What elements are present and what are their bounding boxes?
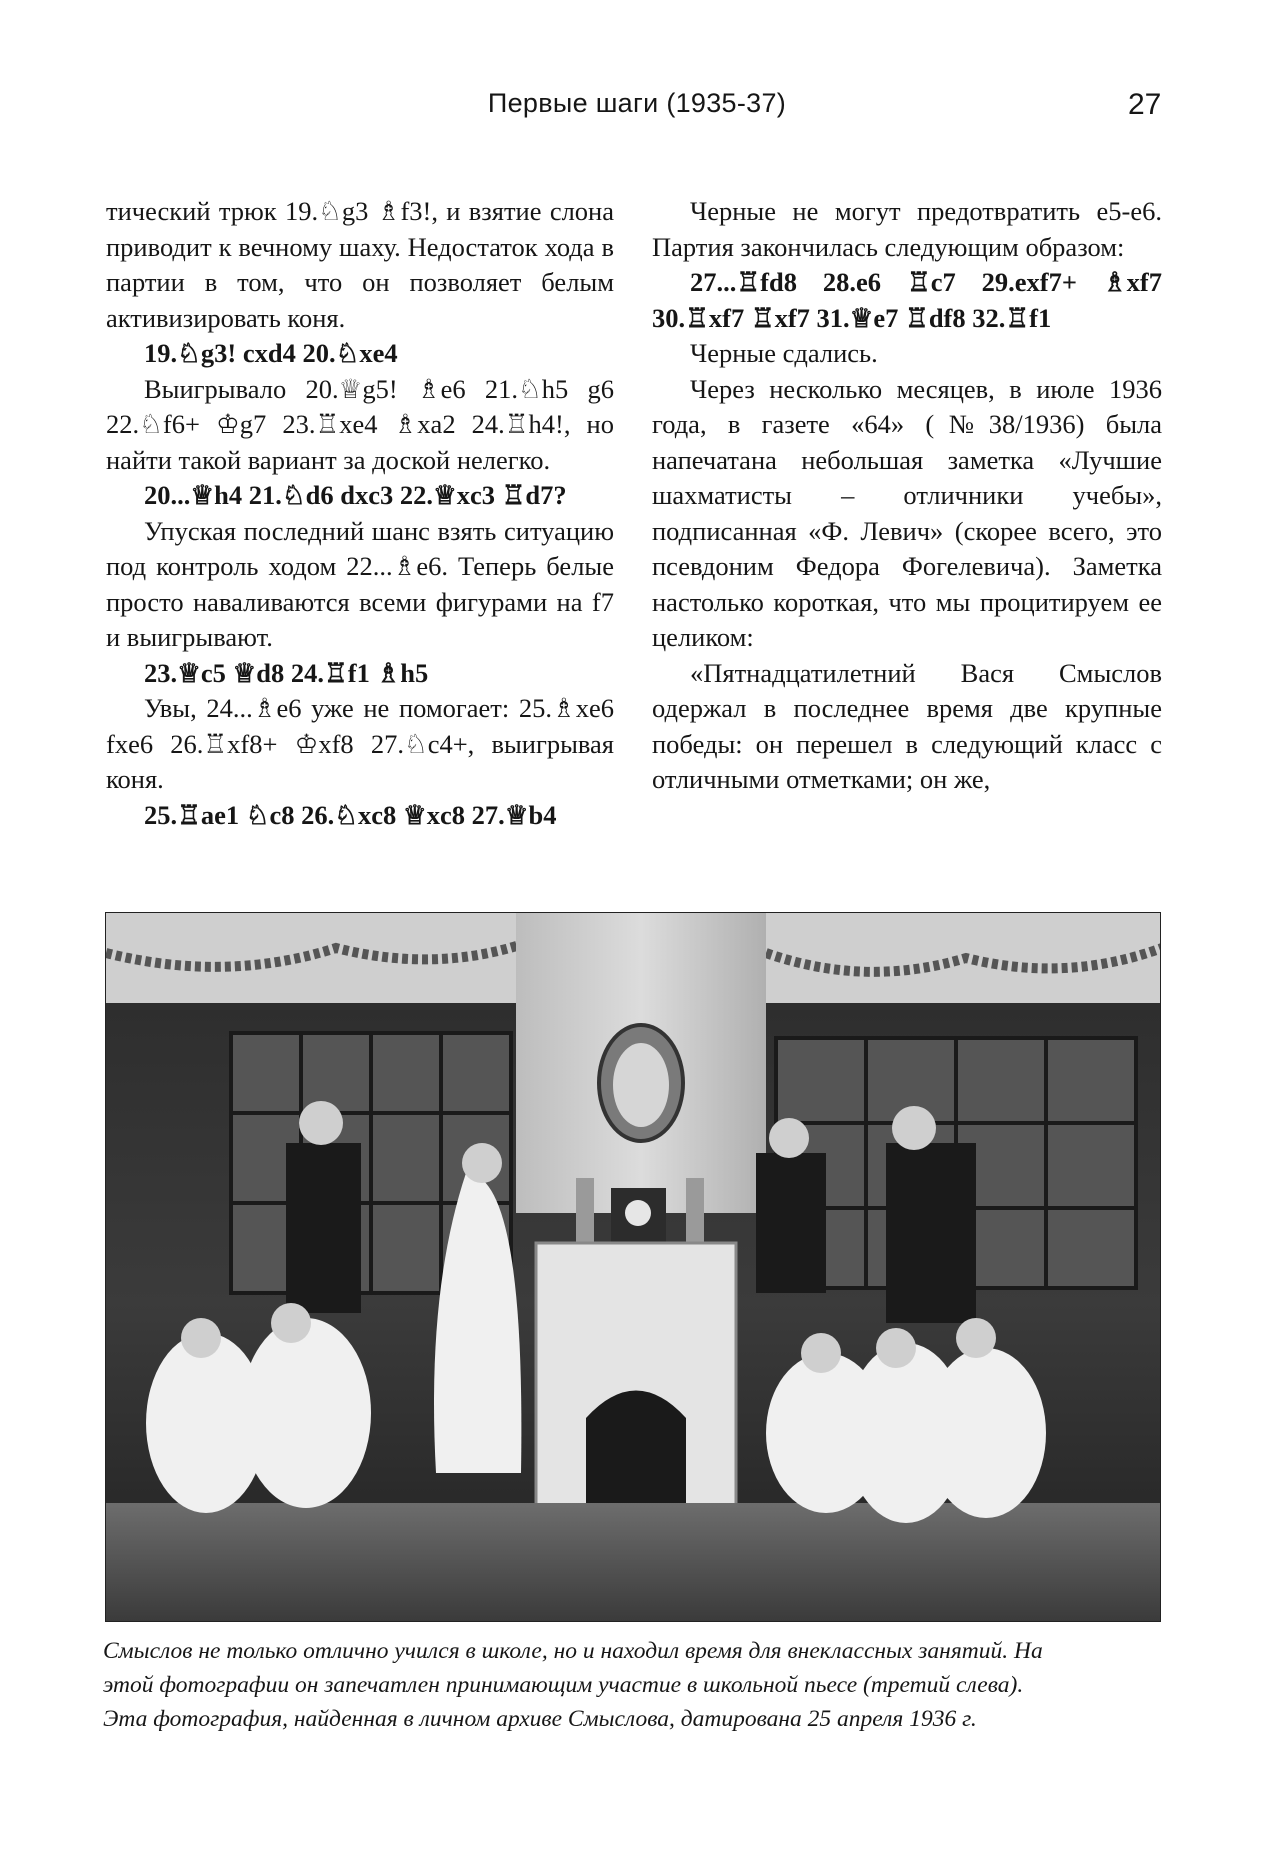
caption-line: Эта фотография, найденная в личном архиве Смыслова, датирована 25 апреля 1936 г. [103,1706,977,1732]
paragraph: «Пятнадцатилетний Вася Смыслов одержал в последнее время две крупные победы: он перешел в следующий класс с отличными отметками; он же, [652,657,1162,794]
move-line: 25.♖ae1 ♘c8 26.♘xc8 ♕xc8 27.♕b4 [144,799,557,830]
running-header: Первые шаги (1935-37) [487,88,787,118]
paragraph: Черные не могут предотвратить e5-e6. Партия закончилась следующим образом: [652,196,1162,262]
paragraph: Черные сдались. [690,338,878,368]
move-line: 20...♕h4 21.♘d6 dxc3 22.♕xc3 ♖d7? [144,480,567,510]
move-line: 19.♘g3! cxd4 20.♘xe4 [144,338,398,368]
right-column [652,194,1162,798]
move-line: 23.♕c5 ♕d8 24.♖f1 ♗h5 [144,657,429,688]
photo-caption [103,1634,1165,1736]
paragraph: Увы, 24...♗e6 уже не помогает: 25.♗xe6 fxe6 26.♖xf8+ ♔xf8 27.♘c4+, выигрывая коня. [106,693,614,794]
photo-illustration [106,913,1161,1622]
page-number: 27 [1128,88,1162,121]
paragraph: тический трюк 19.♘g3 ♗f3!, и взятие слона приводит к вечному шаху. Недостаток хода в партии в том, что он позволяет белым активизировать коня. [106,196,614,333]
paragraph: Через несколько месяцев, в июле 1936 года, в газете «64» (№38/1936) была напечатана небольшая заметка «Лучшие шахматисты – отличники учебы», подписанная «Ф. Левич» (скорее всего, это псевдоним Федора Фогелевича). Заметка настолько короткая, что мы процитируем ее целиком: [652,373,1162,652]
left-column [106,194,614,833]
move-line: 27...♖fd8 28.e6 ♖c7 29.exf7+ ♗xf7 30.♖xf7 ♖xf7 31.♕e7 ♖df8 32.♖f1 [652,267,1162,333]
caption-line: Смыслов не только отлично учился в школе, но и находил время для внеклассных занятий. На [103,1638,1043,1664]
caption-line: этой фотографии он запечатлен принимающим участие в школьной пьесе (третий слева). [103,1672,1024,1698]
paragraph: Выигрывало 20.♕g5! ♗e6 21.♘h5 g6 22.♘f6+ ♔g7 23.♖xe4 ♗xa2 24.♖h4!, но найти такой вариант за доской нелегко. [106,373,614,475]
paragraph: Упуская последний шанс взять ситуацию под контроль ходом 22...♗e6. Теперь белые просто наваливаются всеми фигурами на f7 и выигрывают. [106,515,614,652]
school-play-photo [105,912,1161,1622]
